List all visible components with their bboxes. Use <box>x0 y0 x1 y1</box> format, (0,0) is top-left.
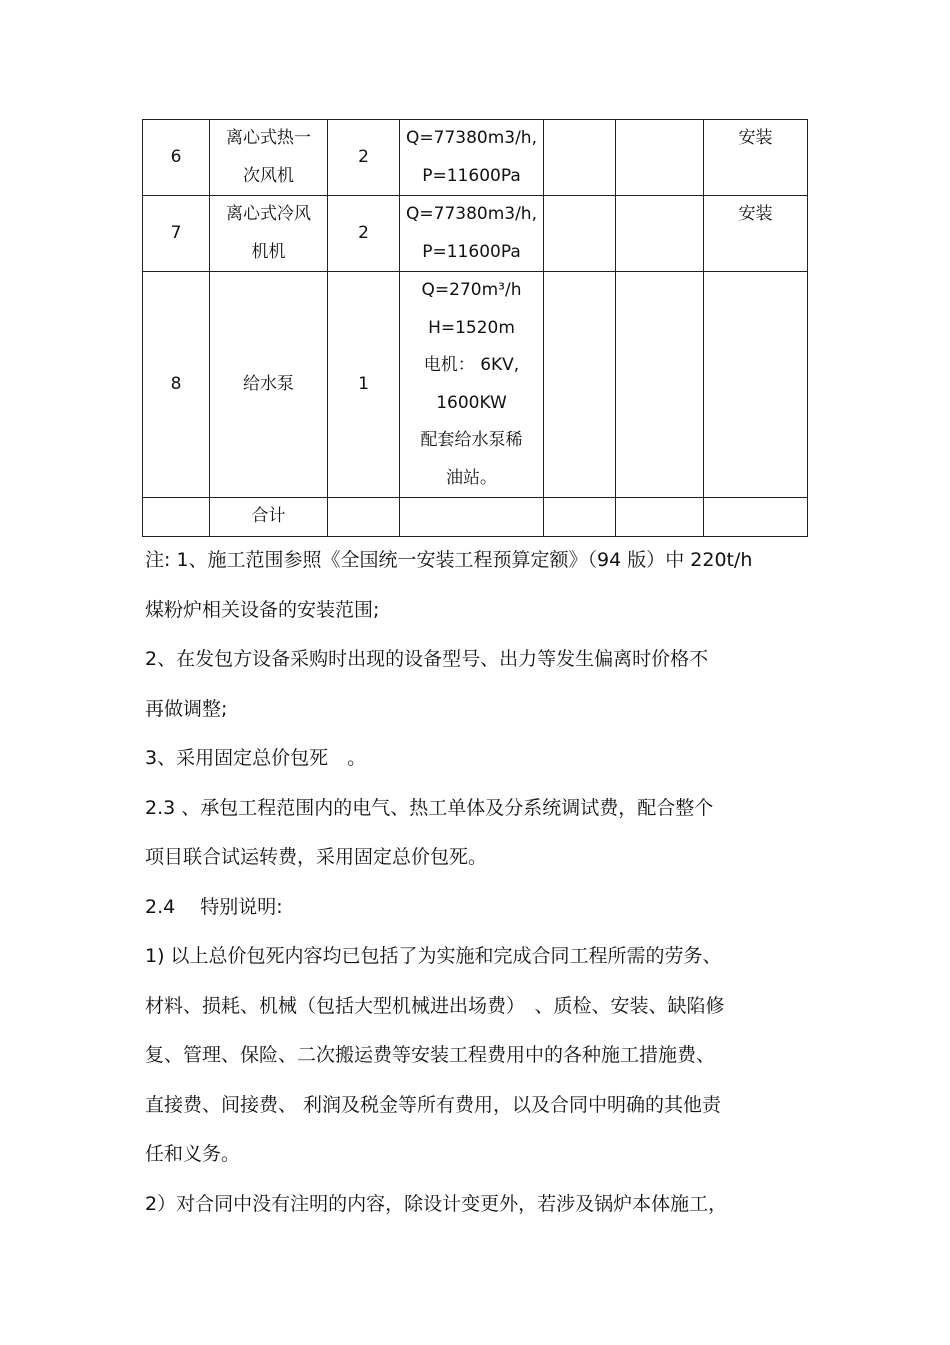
note-line: 2）对合同中没有注明的内容，除设计变更外，若涉及锅炉本体施工， <box>145 1192 728 1215</box>
cell-qty <box>328 498 400 537</box>
note-line: 任和义务。 <box>145 1143 241 1165</box>
cell-c5 <box>544 498 616 537</box>
note-line: 煤粉炉相关设备的安装范围; <box>145 598 380 621</box>
note-line: 2.3 、承包工程范围内的电气、热工单体及分系统调试费，配合整个 <box>145 796 714 819</box>
cell-qty: 2 <box>328 120 400 196</box>
cell-c6 <box>616 272 704 498</box>
cell-name-line: 机机 <box>251 241 286 262</box>
cell-no: 7 <box>143 196 210 272</box>
cell-name <box>210 196 328 272</box>
note-line: 2.4 特别说明: <box>145 895 283 918</box>
equipment-table <box>142 119 808 537</box>
cell-spec-line: 1600KW <box>436 392 507 413</box>
table-row <box>143 498 808 537</box>
note-line: 1) 以上总价包死内容均已包括了为实施和完成合同工程所需的劳务、 <box>145 945 722 967</box>
cell-name-line: 次风机 <box>243 165 294 186</box>
cell-c5 <box>544 120 616 196</box>
cell-remark: 安装 <box>704 120 808 196</box>
cell-remark <box>704 272 808 498</box>
cell-spec-line: 电机： 6KV, <box>423 355 520 375</box>
cell-spec-line: P=11600Pa <box>422 165 521 186</box>
note-line: 注: 1、施工范围参照《全国统一安装工程预算定额》（94 版）中 220t/h <box>145 549 753 571</box>
note-line: 再做调整; <box>145 697 228 720</box>
cell-no: 8 <box>143 272 210 498</box>
cell-name-line: 离心式冷风 <box>226 204 311 224</box>
note-line: 直接费、间接费、 利润及税金等所有费用，以及合同中明确的其他责 <box>145 1093 722 1116</box>
note-line: 2、在发包方设备采购时出现的设备型号、出力等发生偏离时价格不 <box>145 648 709 670</box>
cell-c6 <box>616 498 704 537</box>
cell-spec-line: H=1520m <box>428 317 515 338</box>
cell-qty: 1 <box>328 272 400 498</box>
cell-name-line: 合计 <box>251 506 286 526</box>
cell-spec-line: Q=77380m3/h, <box>406 204 537 224</box>
cell-qty: 2 <box>328 196 400 272</box>
cell-name <box>210 272 328 498</box>
cell-spec-line: 油站。 <box>446 467 497 488</box>
cell-remark <box>704 498 808 537</box>
cell-spec <box>400 196 544 272</box>
table-row <box>143 272 808 498</box>
cell-name-line: 离心式热一 <box>226 128 311 148</box>
cell-spec <box>400 272 544 498</box>
cell-c5 <box>544 196 616 272</box>
note-line: 复、管理、保险、二次搬运费等安装工程费用中的各种施工措施费、 <box>145 1044 716 1066</box>
cell-c6 <box>616 120 704 196</box>
note-line: 项目联合试运转费，采用固定总价包死。 <box>145 846 488 868</box>
cell-name <box>210 498 328 537</box>
table-row <box>143 196 808 272</box>
note-line: 材料、损耗、机械（包括大型机械进出场费） 、质检、安装、缺陷修 <box>145 994 725 1017</box>
cell-name <box>210 120 328 196</box>
cell-c5 <box>544 272 616 498</box>
cell-spec-line: Q=77380m3/h, <box>406 128 537 148</box>
cell-c6 <box>616 196 704 272</box>
cell-remark: 安装 <box>704 196 808 272</box>
cell-spec-line: P=11600Pa <box>422 241 521 262</box>
table-row <box>143 120 808 196</box>
notes-section <box>145 536 835 1229</box>
note-line: 3、采用固定总价包死 。 <box>145 747 367 769</box>
cell-name-line: 给水泵 <box>243 373 294 394</box>
cell-spec <box>400 498 544 537</box>
equipment-table-body <box>143 120 808 537</box>
cell-no <box>143 498 210 537</box>
cell-spec-line: 配套给水泵稀 <box>420 430 523 450</box>
cell-spec-line: Q=270m³/h <box>421 280 522 300</box>
cell-spec <box>400 120 544 196</box>
cell-no: 6 <box>143 120 210 196</box>
